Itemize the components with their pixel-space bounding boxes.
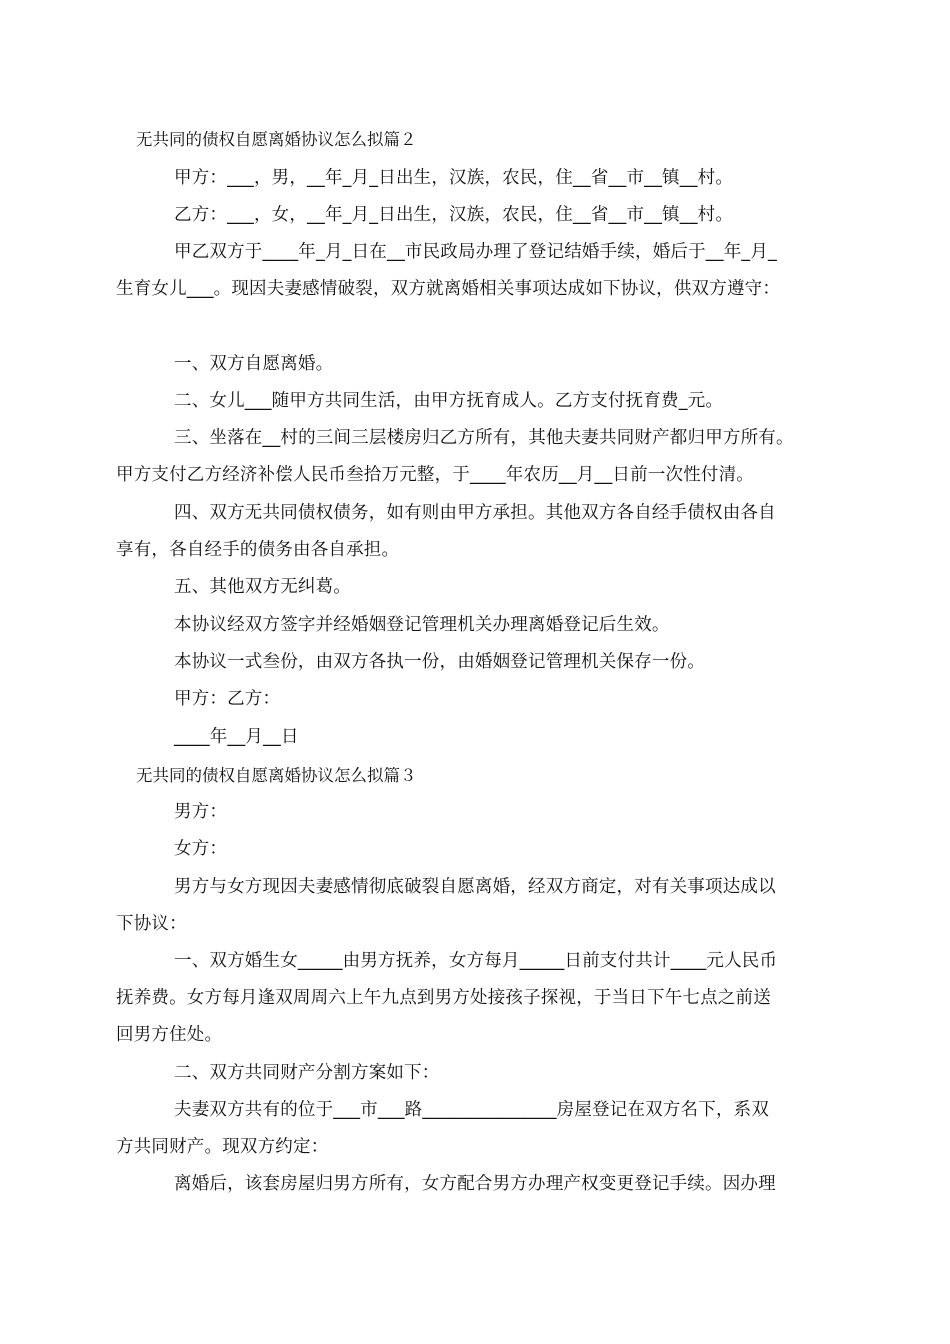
paragraph-line: 本协议一式叁份，由双方各执一份，由婚姻登记管理机关保存一份。 xyxy=(174,652,705,672)
party-b-line: 乙方：___，女，__年_月_日出生，汉族，农民，住__省__市__镇__村。 xyxy=(174,205,734,225)
section-heading: 无共同的债权自愿离婚协议怎么拟篇２ xyxy=(136,130,417,149)
paragraph-line: 下协议： xyxy=(116,914,187,934)
paragraph-line: 抚养费。女方每月逢双周周六上午九点到男方处接孩子探视，于当日下午七点之前送 xyxy=(116,988,771,1008)
paragraph-line: 本协议经双方签字并经婚姻登记管理机关办理离婚登记后生效。 xyxy=(174,615,670,635)
paragraph-line: 生育女儿___。现因夫妻感情破裂，双方就离婚相关事项达成如下协议，供双方遵守： xyxy=(116,279,781,299)
party-a-line: 甲方：___，男，__年_月_日出生，汉族，农民，住__省__市__镇__村。 xyxy=(174,168,734,188)
section-heading: 无共同的债权自愿离婚协议怎么拟篇３ xyxy=(136,766,417,785)
paragraph-line: 甲乙双方于____年_月_日在__市民政局办理了登记结婚手续，婚后于__年_月_ xyxy=(174,242,777,262)
clause-line: 二、双方共同财产分割方案如下： xyxy=(174,1063,440,1083)
clause-line: 一、双方婚生女_____由男方抚养，女方每月_____日前支付共计____元人民币 xyxy=(174,951,778,971)
clause-line: 一、双方自愿离婚。 xyxy=(174,354,334,374)
clause-line: 二、女儿___随甲方共同生活，由甲方抚育成人。乙方支付抚育费_元。 xyxy=(174,391,724,411)
paragraph-line: 离婚后，该套房屋归男方所有，女方配合男方办理产权变更登记手续。因办理 xyxy=(174,1174,776,1194)
paragraph-line: 方共同财产。现双方约定： xyxy=(116,1137,329,1157)
date-line: ____年__月__日 xyxy=(174,727,299,747)
paragraph-line: 享有，各自经手的债务由各自承担。 xyxy=(116,540,400,560)
paragraph-line: 男方与女方现因夫妻感情彻底破裂自愿离婚，经双方商定，对有关事项达成以 xyxy=(174,877,776,897)
clause-line: 四、双方无共同债权债务，如有则由甲方承担。其他双方各自经手债权由各自 xyxy=(174,503,776,523)
paragraph-line: 回男方住处。 xyxy=(116,1025,223,1045)
female-party-line: 女方： xyxy=(174,839,228,859)
paragraph-line: 夫妻双方共有的位于___市___路_______________房屋登记在双方名下，系双 xyxy=(174,1100,770,1120)
male-party-line: 男方： xyxy=(174,802,228,822)
clause-line: 三、坐落在__村的三间三层楼房归乙方所有，其他夫妻共同财产都归甲方所有。 xyxy=(174,428,794,448)
paragraph-line: 甲方支付乙方经济补偿人民币叁拾万元整，于____年农历__月__日前一次性付清。 xyxy=(116,465,754,485)
clause-line: 五、其他双方无纠葛。 xyxy=(174,577,351,597)
signature-line: 甲方：乙方： xyxy=(174,689,281,709)
